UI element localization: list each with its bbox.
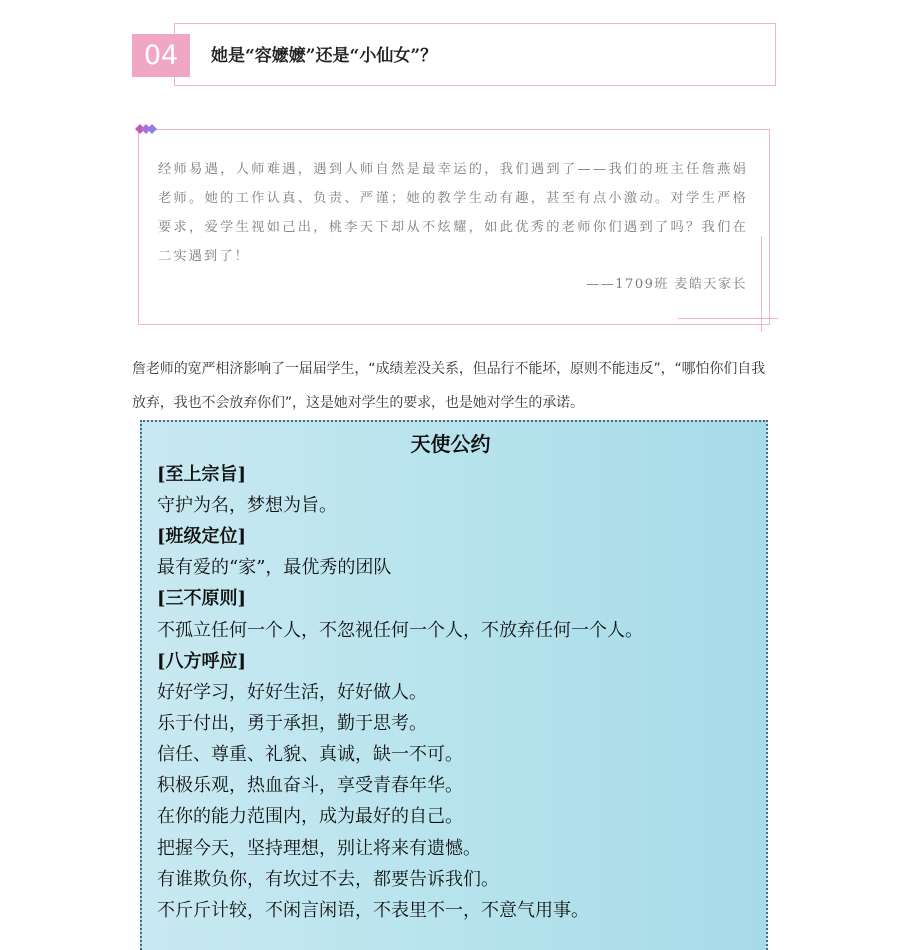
pledge-line: 在你的能力范围内，成为最好的自己。: [157, 806, 463, 827]
pledge-line: 不孤立任何一个人，不忽视任何一个人，不放弃任何一个人。: [157, 620, 643, 641]
pledge-line: 好好学习，好好生活，好好做人。: [157, 682, 427, 703]
pledge-heading: [至上宗旨]: [157, 464, 247, 485]
pledge-line: 积极乐观，热血奋斗，享受青春年华。: [157, 775, 463, 796]
body-paragraph: 詹老师的宽严相济影响了一届届学生，“成绩差没关系，但品行不能坏，原则不能违反”，“哪怕你们自我放弃，我也不会放弃你们”，这是她对学生的要求，也是她对学生的承诺。: [132, 361, 766, 411]
quote-signature: ——1709班 麦皓天家长: [586, 277, 747, 292]
pledge-line: 有谁欺负你，有坎过不去，都要告诉我们。: [157, 869, 499, 890]
pledge-line: 不斤斤计较，不闲言闲语，不表里不一，不意气用事。: [157, 900, 589, 921]
quote-text: 经师易遇，人师难遇，遇到人师自然是最幸运的，我们遇到了——我们的班主任詹燕娟老师。她的工作认真、负责、严谨；她的教学生动有趣，甚至有点小激动。对学生严格要求，爱学生视如己出，桃李天下却从不炫耀，如此优秀的老师你们遇到了吗？我们在二实遇到了！: [158, 162, 748, 264]
section-number-badge: 04: [132, 34, 190, 77]
pledge-line: 守护为名，梦想为旨。: [157, 495, 337, 516]
pledge-line: 乐于付出，勇于承担，勤于思考。: [157, 713, 427, 734]
pledge-heading: [班级定位]: [157, 526, 247, 547]
decor-line-horizontal: [678, 318, 778, 319]
pledge-line: 信任、尊重、礼貌、真诚，缺一不可。: [157, 744, 463, 765]
pledge-line: 最有爱的“家”，最优秀的团队: [157, 557, 392, 578]
section-title: 她是“容嬷嬷”还是“小仙女”？: [211, 46, 438, 66]
pledge-heading: [三不原则]: [157, 588, 247, 609]
diamond-ornament-icon: [135, 123, 161, 135]
pledge-line: 把握今天，坚持理想，别让将来有遗憾。: [157, 838, 481, 859]
pledge-title: 天使公约: [410, 432, 491, 456]
pledge-heading: [八方呼应]: [157, 651, 247, 672]
